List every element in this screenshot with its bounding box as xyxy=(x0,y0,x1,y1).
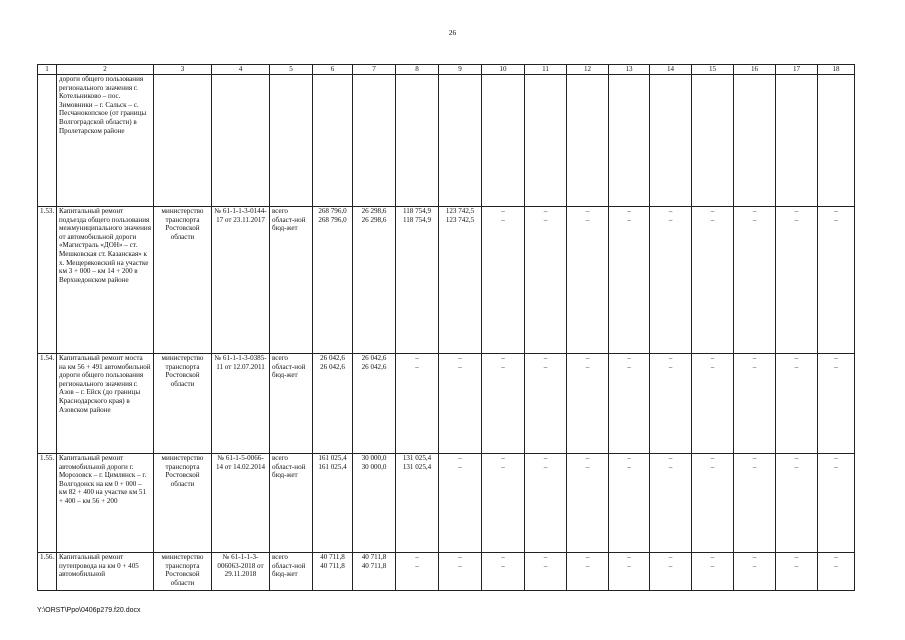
amount-total: – xyxy=(834,207,838,215)
amount-total: – xyxy=(668,207,673,215)
amount-c6 xyxy=(313,553,353,591)
amount-col-13 xyxy=(609,454,650,553)
amount-total: – xyxy=(458,354,462,362)
amount-col-13 xyxy=(609,553,650,591)
amount-col-10 xyxy=(482,454,525,553)
table-cell xyxy=(154,75,212,207)
header-col-13: 13 xyxy=(609,65,650,75)
amount-total: 26 042,6 xyxy=(361,354,387,362)
table-cell xyxy=(692,75,734,207)
table-cell xyxy=(734,75,776,207)
amount-budget: – xyxy=(668,561,673,570)
amount-budget: – xyxy=(415,362,419,371)
amount-budget: 26 298,6 xyxy=(361,215,387,224)
amount-budget: – xyxy=(415,561,419,570)
table-cell xyxy=(212,75,270,207)
amount-budget: – xyxy=(752,462,757,471)
source-total: всего xyxy=(272,207,288,215)
amount-total: – xyxy=(627,354,631,362)
header-col-16: 16 xyxy=(734,65,776,75)
table-cell xyxy=(396,75,439,207)
amount-budget: 40 711,8 xyxy=(361,561,387,570)
table-cell xyxy=(567,75,609,207)
amount-total: 40 711,8 xyxy=(320,553,345,561)
amount-col-11 xyxy=(525,454,567,553)
amount-col-16 xyxy=(734,207,776,354)
amount-total: – xyxy=(752,553,757,561)
row-number: 1.53. xyxy=(38,207,57,354)
amount-c7 xyxy=(353,553,396,591)
amount-total: – xyxy=(543,454,548,462)
amount-budget: – xyxy=(585,362,590,371)
amount-c7 xyxy=(353,354,396,454)
amount-budget: – xyxy=(585,561,590,570)
amount-total: 26 042,6 xyxy=(320,354,345,362)
header-col-7: 7 xyxy=(353,65,396,75)
header-col-5: 5 xyxy=(270,65,313,75)
amount-col-16 xyxy=(734,354,776,454)
row-description: Капитальный ремонт моста на км 56 + 491 автомобильной дороги общего пользования регионального значения г. Азов – г. Ейск (до границы Краснодарского края) в Азовском районе xyxy=(57,354,154,454)
row-description: Капитальный ремонт подъезда общего пользования межмуниципального значения от автомобильной дороги «Магистраль «ДОН» – ст. Мешковская ст. Казанская» к х. Мещеряковский на участке км 3 + 000 – км 14 + 200 в Верхнедонском районе xyxy=(57,207,154,354)
row-document: № 61-1-1-3-0385-11 от 12.07.2011 xyxy=(212,354,270,454)
amount-total: – xyxy=(501,553,505,561)
amount-total: – xyxy=(501,354,505,362)
amount-c7 xyxy=(353,454,396,553)
amount-total: – xyxy=(794,354,799,362)
table-row xyxy=(38,354,855,454)
amount-col-14 xyxy=(650,354,692,454)
amount-total: – xyxy=(834,354,838,362)
amount-total: – xyxy=(834,454,838,462)
amount-budget: – xyxy=(710,362,715,371)
amount-col-18 xyxy=(818,553,855,591)
amount-total: – xyxy=(752,354,757,362)
table-cell xyxy=(353,75,396,207)
amount-budget: – xyxy=(543,362,548,371)
header-col-6: 6 xyxy=(313,65,353,75)
amount-c6 xyxy=(313,207,353,354)
amount-total: – xyxy=(627,207,631,215)
header-col-14: 14 xyxy=(650,65,692,75)
source-regional-budget: област-ной бюд-жет xyxy=(272,215,306,233)
row-description: дороги общего пользования регионального значения г. Котельниково – пос. Зимовники – г. Сальск – с. Песчанокопское (от границы Волгоградской области) в Пролетарском районе xyxy=(57,75,154,207)
amount-col-11 xyxy=(525,207,567,354)
amount-c7 xyxy=(353,207,396,354)
amount-total: – xyxy=(585,207,590,215)
table-row xyxy=(38,454,855,553)
amount-col-14 xyxy=(650,207,692,354)
amount-col-13 xyxy=(609,207,650,354)
amount-total: – xyxy=(585,354,590,362)
amount-col-18 xyxy=(818,454,855,553)
amount-c6 xyxy=(313,454,353,553)
row-source xyxy=(270,454,313,553)
amount-budget: – xyxy=(458,561,462,570)
row-number: 1.56. xyxy=(38,553,57,591)
amount-budget: – xyxy=(710,215,715,224)
amount-budget: – xyxy=(710,462,715,471)
amount-col-13 xyxy=(609,354,650,454)
amount-total: – xyxy=(501,454,505,462)
amount-total: – xyxy=(710,354,715,362)
amount-budget: 268 796,0 xyxy=(318,215,347,224)
amount-budget: – xyxy=(834,362,838,371)
table-cell xyxy=(525,75,567,207)
header-col-4: 4 xyxy=(212,65,270,75)
row-description: Капитальный ремонт автомобильной дороги г. Морозовск – г. Цимлянск – г. Волгодонск на км 0 + 000 – км 82 + 400 на участке км 51 + 400 – км 56 + 200 xyxy=(57,454,154,553)
table-row-continuation xyxy=(38,75,855,207)
amount-c8 xyxy=(396,207,439,354)
row-document: № 61-1-5-0066-14 от 14.02.2014 xyxy=(212,454,270,553)
amount-budget: – xyxy=(627,215,631,224)
header-col-10: 10 xyxy=(482,65,525,75)
table-cell xyxy=(482,75,525,207)
table-cell xyxy=(313,75,353,207)
amount-c8 xyxy=(396,454,439,553)
amount-total: – xyxy=(627,553,631,561)
amount-budget: – xyxy=(458,362,462,371)
amount-budget: 118 754,9 xyxy=(402,215,432,224)
amount-budget: – xyxy=(834,462,838,471)
amount-col-11 xyxy=(525,354,567,454)
amount-budget: – xyxy=(752,215,757,224)
amount-budget: – xyxy=(668,215,673,224)
amount-c6 xyxy=(313,354,353,454)
amount-budget: – xyxy=(627,561,631,570)
amount-col-15 xyxy=(692,553,734,591)
amount-col-17 xyxy=(776,553,818,591)
amount-total: – xyxy=(752,454,757,462)
amount-col-18 xyxy=(818,354,855,454)
amount-total: – xyxy=(710,553,715,561)
amount-total: 26 298,6 xyxy=(361,207,387,215)
amount-col-15 xyxy=(692,207,734,354)
amount-budget: – xyxy=(794,462,799,471)
amount-col-12 xyxy=(567,354,609,454)
amount-budget: – xyxy=(543,462,548,471)
table-cell xyxy=(776,75,818,207)
amount-total: – xyxy=(627,454,631,462)
amount-budget: 26 042,6 xyxy=(361,362,387,371)
amount-budget: – xyxy=(834,561,838,570)
amount-total: – xyxy=(543,207,548,215)
file-path: Y:\ORST\Ppo\0406p279.f20.docx xyxy=(37,607,141,614)
amount-total: 40 711,8 xyxy=(361,553,387,561)
amount-c9 xyxy=(439,553,482,591)
row-number xyxy=(38,75,57,207)
amount-total: – xyxy=(834,553,838,561)
amount-total: – xyxy=(543,553,548,561)
row-source xyxy=(270,207,313,354)
header-col-15: 15 xyxy=(692,65,734,75)
amount-total: 268 796,0 xyxy=(318,207,347,215)
table-cell xyxy=(818,75,855,207)
amount-budget: – xyxy=(794,561,799,570)
row-organization: министерство транспорта Ростовской области xyxy=(154,454,212,553)
amount-budget: – xyxy=(501,215,505,224)
amount-col-18 xyxy=(818,207,855,354)
header-row xyxy=(38,65,855,75)
amount-total: – xyxy=(668,354,673,362)
amount-c9 xyxy=(439,454,482,553)
header-col-8: 8 xyxy=(396,65,439,75)
amount-total: – xyxy=(458,454,462,462)
header-col-1: 1 xyxy=(38,65,57,75)
row-organization: министерство транспорта Ростовской области xyxy=(154,553,212,591)
source-regional-budget: област-ной бюд-жет xyxy=(272,561,306,579)
amount-budget: – xyxy=(794,215,799,224)
row-document: № 61-1-1-3-006063-2018 от 29.11.2018 xyxy=(212,553,270,591)
amount-budget: 30 000,0 xyxy=(361,462,387,471)
amount-budget: – xyxy=(627,362,631,371)
amount-col-17 xyxy=(776,207,818,354)
table-cell xyxy=(270,75,313,207)
page-number: 26 xyxy=(448,28,457,37)
amount-total: – xyxy=(794,207,799,215)
amount-budget: – xyxy=(501,561,505,570)
header-col-9: 9 xyxy=(439,65,482,75)
row-organization: министерство транспорта Ростовской области xyxy=(154,207,212,354)
amount-budget: – xyxy=(543,561,548,570)
amount-col-16 xyxy=(734,454,776,553)
amount-total: 131 025,4 xyxy=(402,454,432,462)
header-col-2: 2 xyxy=(57,65,154,75)
row-organization: министерство транспорта Ростовской области xyxy=(154,354,212,454)
amount-budget: 26 042,6 xyxy=(320,362,345,371)
amount-total: – xyxy=(585,454,590,462)
amount-total: – xyxy=(585,553,590,561)
amount-total: – xyxy=(501,207,505,215)
header-col-11: 11 xyxy=(525,65,567,75)
amount-total: – xyxy=(543,354,548,362)
table-cell xyxy=(609,75,650,207)
amount-budget: 131 025,4 xyxy=(402,462,432,471)
amount-budget: – xyxy=(585,215,590,224)
amount-budget: 161 025,4 xyxy=(318,462,347,471)
amount-total: – xyxy=(415,354,419,362)
source-total: всего xyxy=(272,354,288,362)
source-total: всего xyxy=(272,553,288,561)
amount-budget: – xyxy=(501,362,505,371)
amount-col-17 xyxy=(776,354,818,454)
amount-col-10 xyxy=(482,553,525,591)
amount-total: – xyxy=(710,207,715,215)
header-col-12: 12 xyxy=(567,65,609,75)
amount-total: 123 742,5 xyxy=(445,207,475,215)
amount-total: – xyxy=(794,454,799,462)
header-col-18: 18 xyxy=(818,65,855,75)
amount-total: – xyxy=(710,454,715,462)
amount-c9 xyxy=(439,207,482,354)
row-source xyxy=(270,354,313,454)
amount-c8 xyxy=(396,553,439,591)
table-row xyxy=(38,553,855,591)
amount-budget: 40 711,8 xyxy=(320,561,345,570)
table-cell xyxy=(650,75,692,207)
amount-col-10 xyxy=(482,354,525,454)
amount-total: – xyxy=(458,553,462,561)
header-col-17: 17 xyxy=(776,65,818,75)
amount-c9 xyxy=(439,354,482,454)
amount-budget: – xyxy=(668,362,673,371)
amount-col-14 xyxy=(650,454,692,553)
table-row xyxy=(38,207,855,354)
amount-budget: – xyxy=(458,462,462,471)
amount-total: – xyxy=(668,553,673,561)
amount-total: 118 754,9 xyxy=(402,207,432,215)
amount-col-16 xyxy=(734,553,776,591)
amount-total: 30 000,0 xyxy=(361,454,387,462)
amount-col-15 xyxy=(692,454,734,553)
row-description: Капитальный ремонт путепровода на км 0 + 405 автомобильной xyxy=(57,553,154,591)
amount-col-12 xyxy=(567,553,609,591)
header-col-3: 3 xyxy=(154,65,212,75)
amount-budget: – xyxy=(794,362,799,371)
amount-total: 161 025,4 xyxy=(318,454,347,462)
amount-col-15 xyxy=(692,354,734,454)
program-table xyxy=(37,64,855,591)
amount-budget: – xyxy=(501,462,505,471)
source-total: всего xyxy=(272,454,288,462)
amount-total: – xyxy=(752,207,757,215)
amount-total: – xyxy=(415,553,419,561)
row-number: 1.55. xyxy=(38,454,57,553)
amount-budget: – xyxy=(710,561,715,570)
amount-budget: – xyxy=(752,561,757,570)
source-regional-budget: област-ной бюд-жет xyxy=(272,362,306,380)
amount-total: – xyxy=(794,553,799,561)
amount-budget: – xyxy=(834,215,838,224)
amount-col-14 xyxy=(650,553,692,591)
row-number: 1.54. xyxy=(38,354,57,454)
amount-c8 xyxy=(396,354,439,454)
amount-col-12 xyxy=(567,454,609,553)
amount-col-12 xyxy=(567,207,609,354)
amount-col-10 xyxy=(482,207,525,354)
amount-total: – xyxy=(668,454,673,462)
amount-budget: – xyxy=(543,215,548,224)
row-document: № 61-1-1-3-0144-17 от 23.11.2017 xyxy=(212,207,270,354)
amount-col-17 xyxy=(776,454,818,553)
amount-budget: – xyxy=(585,462,590,471)
row-source xyxy=(270,553,313,591)
amount-budget: 123 742,5 xyxy=(445,215,475,224)
amount-budget: – xyxy=(668,462,673,471)
source-regional-budget: област-ной бюд-жет xyxy=(272,462,306,480)
amount-budget: – xyxy=(627,462,631,471)
table-cell xyxy=(439,75,482,207)
amount-budget: – xyxy=(752,362,757,371)
amount-col-11 xyxy=(525,553,567,591)
